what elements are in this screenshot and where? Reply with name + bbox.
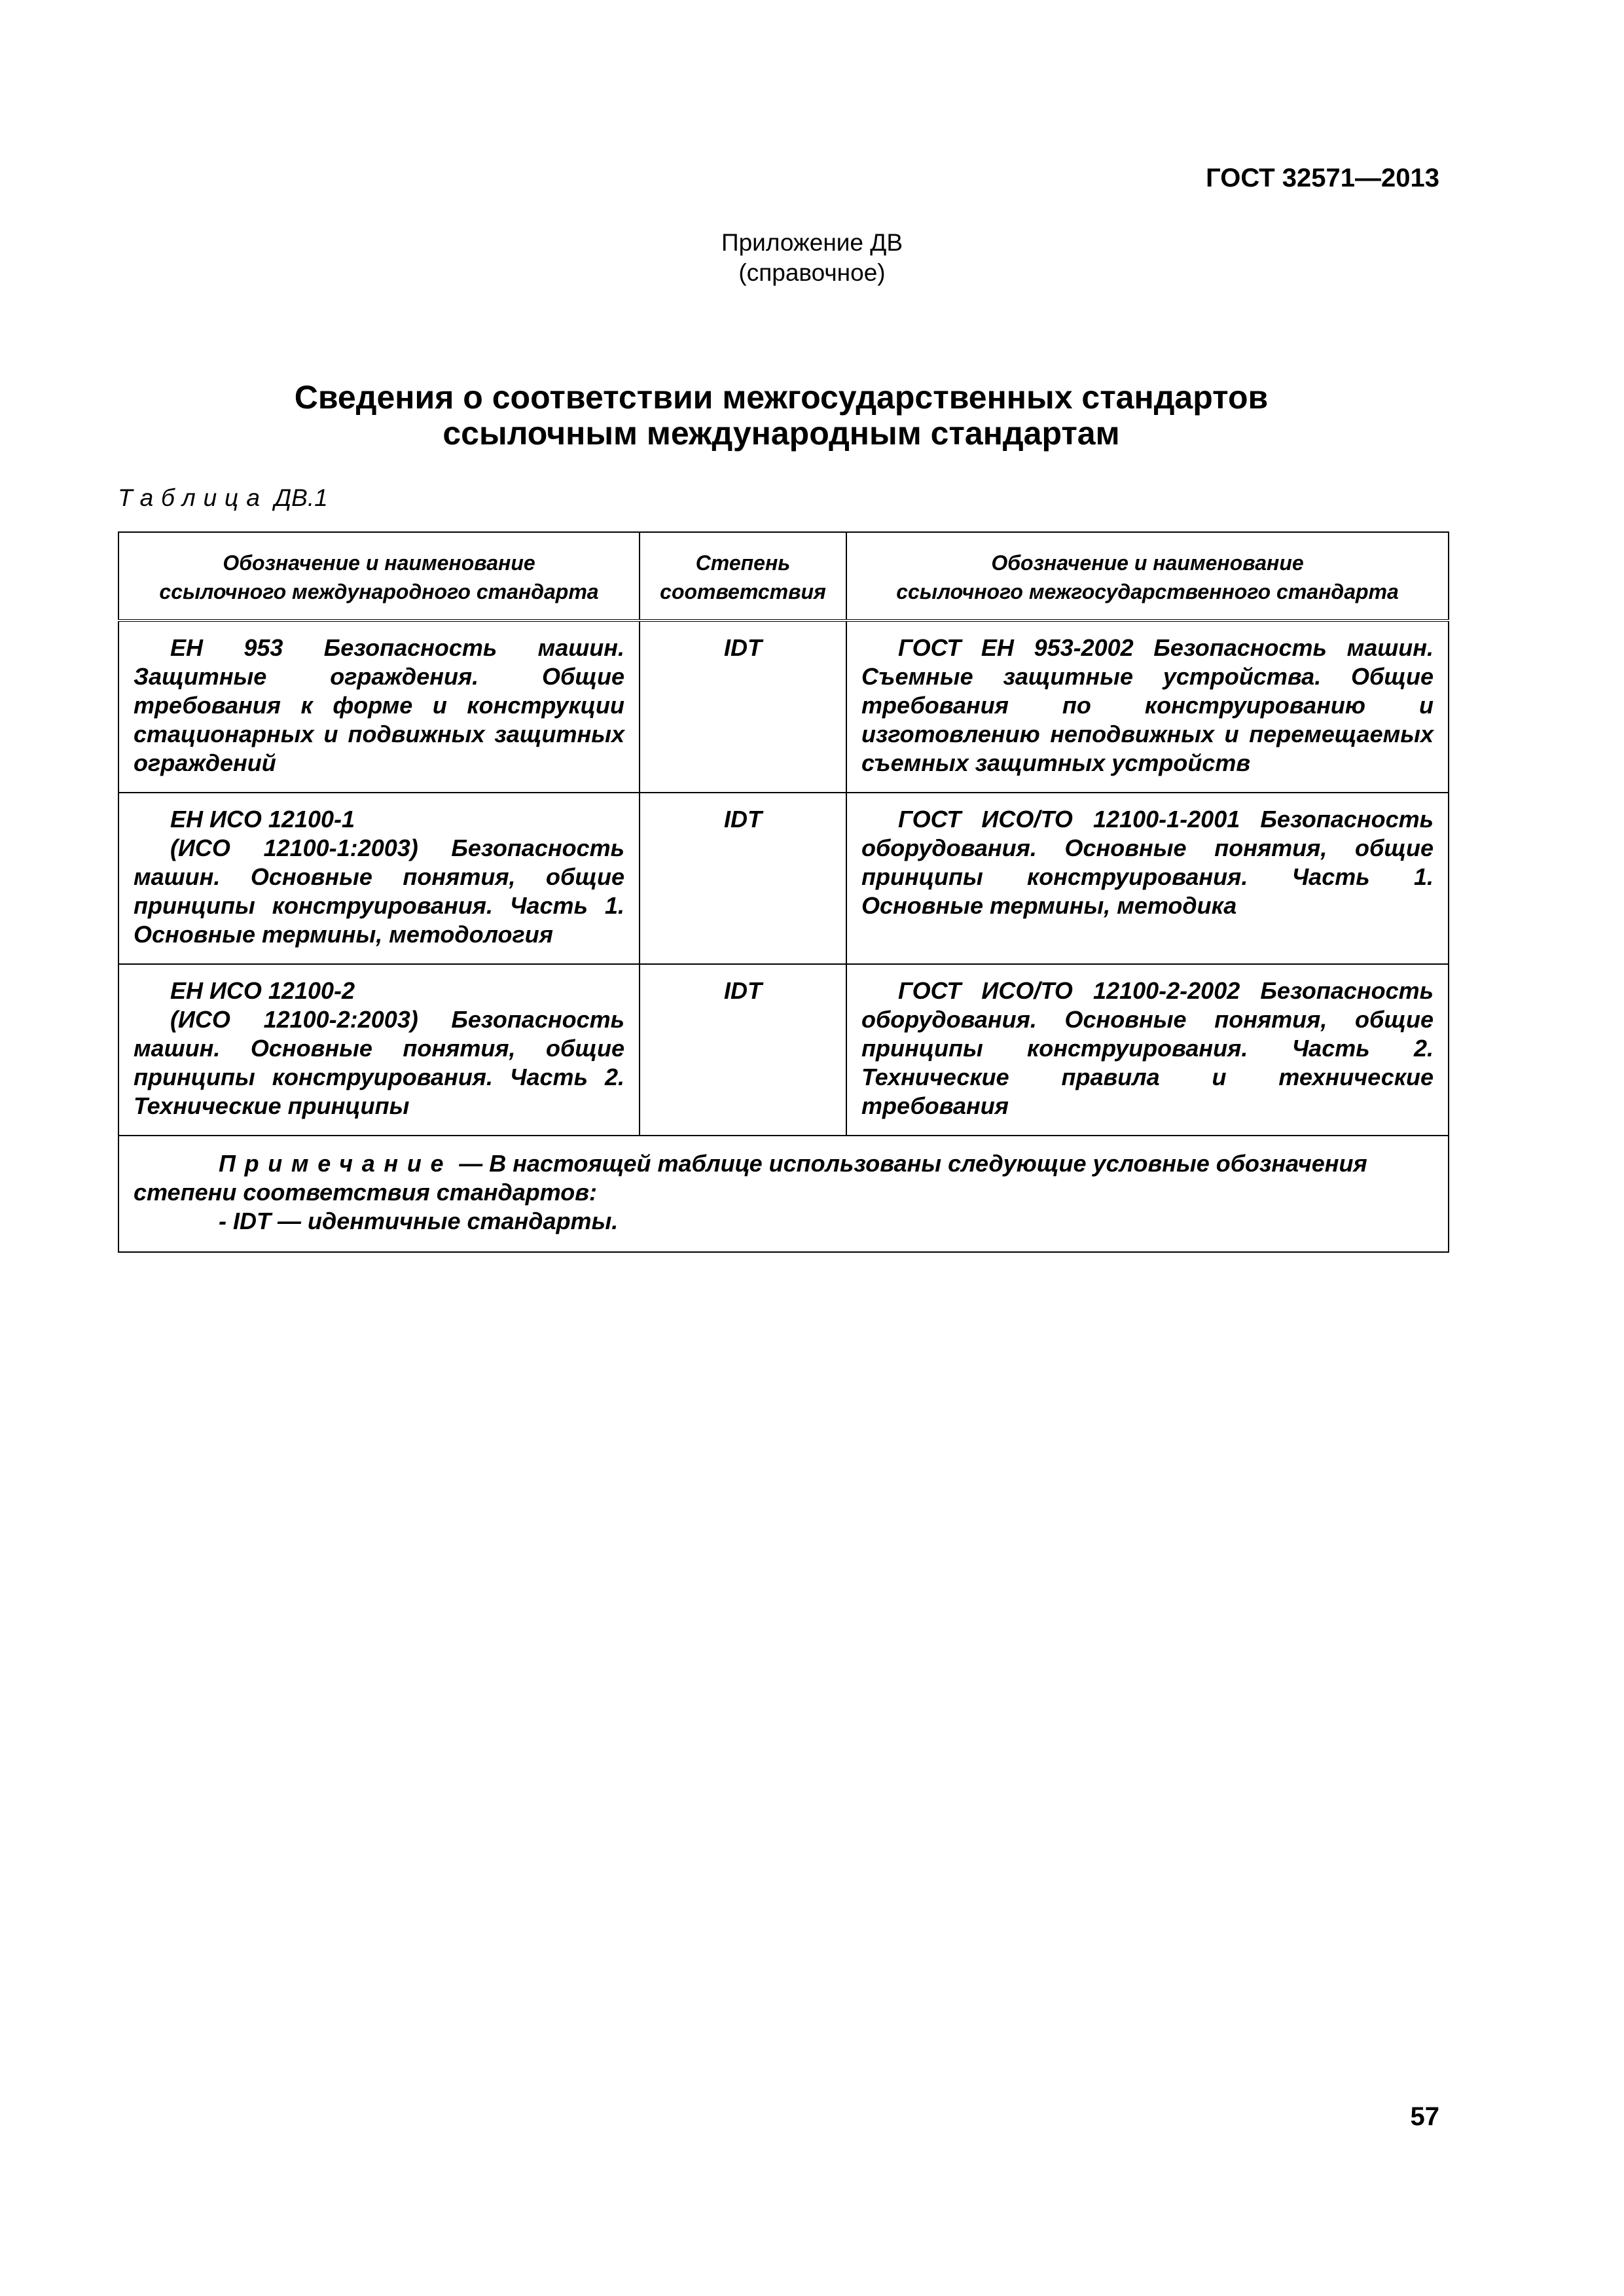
- cell-degree: IDT: [640, 620, 846, 793]
- document-code: ГОСТ 32571—2013: [1206, 164, 1439, 192]
- cell-intl-standard: ЕН ИСО 12100-2 (ИСО 12100-2:2003) Безопасность машин. Основные понятия, общие принципы конструирования. Часть 2. Технические принципы: [118, 964, 640, 1136]
- annex-heading: [0, 228, 1624, 288]
- table-note: [118, 1136, 1449, 1252]
- header-intl-standard: Обозначение и наименование ссылочного международного стандарта: [118, 532, 640, 620]
- cell-degree: IDT: [640, 964, 846, 1136]
- table-row: [118, 964, 1449, 1136]
- annex-label: Приложение ДВ: [721, 229, 903, 256]
- table-caption: [118, 484, 328, 512]
- cell-degree: IDT: [640, 793, 846, 964]
- table-header-row: [118, 532, 1449, 620]
- note-text: — В настоящей таблице использованы следующие условные обозначения: [452, 1150, 1367, 1177]
- note-text-line2: степени соответствия стандартов:: [134, 1179, 598, 1206]
- cell-intl-standard: ЕН ИСО 12100-1 (ИСО 12100-1:2003) Безопасность машин. Основные понятия, общие принципы конструирования. Часть 1. Основные термины, методология: [118, 793, 640, 964]
- note-text-line3: - IDT — идентичные стандарты.: [219, 1208, 619, 1234]
- cell-interstate-standard: ГОСТ ИСО/ТО 12100-1-2001 Безопасность оборудования. Основные понятия, общие принципы конструирования. Часть 1. Основные термины, методика: [846, 793, 1449, 964]
- note-label: Примечание: [219, 1150, 453, 1177]
- table-row: [118, 793, 1449, 964]
- table-row: [118, 620, 1449, 793]
- cell-interstate-standard: ГОСТ ЕН 953-2002 Безопасность машин. Съемные защитные устройства. Общие требования по конструированию и изготовлению неподвижных и перемещаемых съемных защитных устройств: [846, 620, 1449, 793]
- section-title: [0, 380, 1562, 452]
- standards-table: [118, 531, 1449, 1253]
- section-title-line1: Сведения о соответствии межгосударственных стандартов: [294, 379, 1269, 416]
- cell-interstate-standard: ГОСТ ИСО/ТО 12100-2-2002 Безопасность оборудования. Основные понятия, общие принципы конструирования. Часть 2. Технические правила и технические требования: [846, 964, 1449, 1136]
- table-caption-number: ДВ.1: [274, 484, 328, 511]
- header-interstate-standard: Обозначение и наименование ссылочного межгосударственного стандарта: [846, 532, 1449, 620]
- page-number: 57: [1410, 2102, 1439, 2131]
- cell-intl-standard: ЕН 953 Безопасность машин. Защитные ограждения. Общие требования к форме и конструкции стационарных и подвижных защитных ограждений: [118, 620, 640, 793]
- table-caption-word: Таблица: [118, 484, 268, 511]
- table-note-row: [118, 1136, 1449, 1252]
- section-title-line2: ссылочным международным стандартам: [442, 415, 1120, 452]
- annex-type: (справочное): [738, 259, 886, 286]
- header-degree: Степень соответствия: [640, 532, 846, 620]
